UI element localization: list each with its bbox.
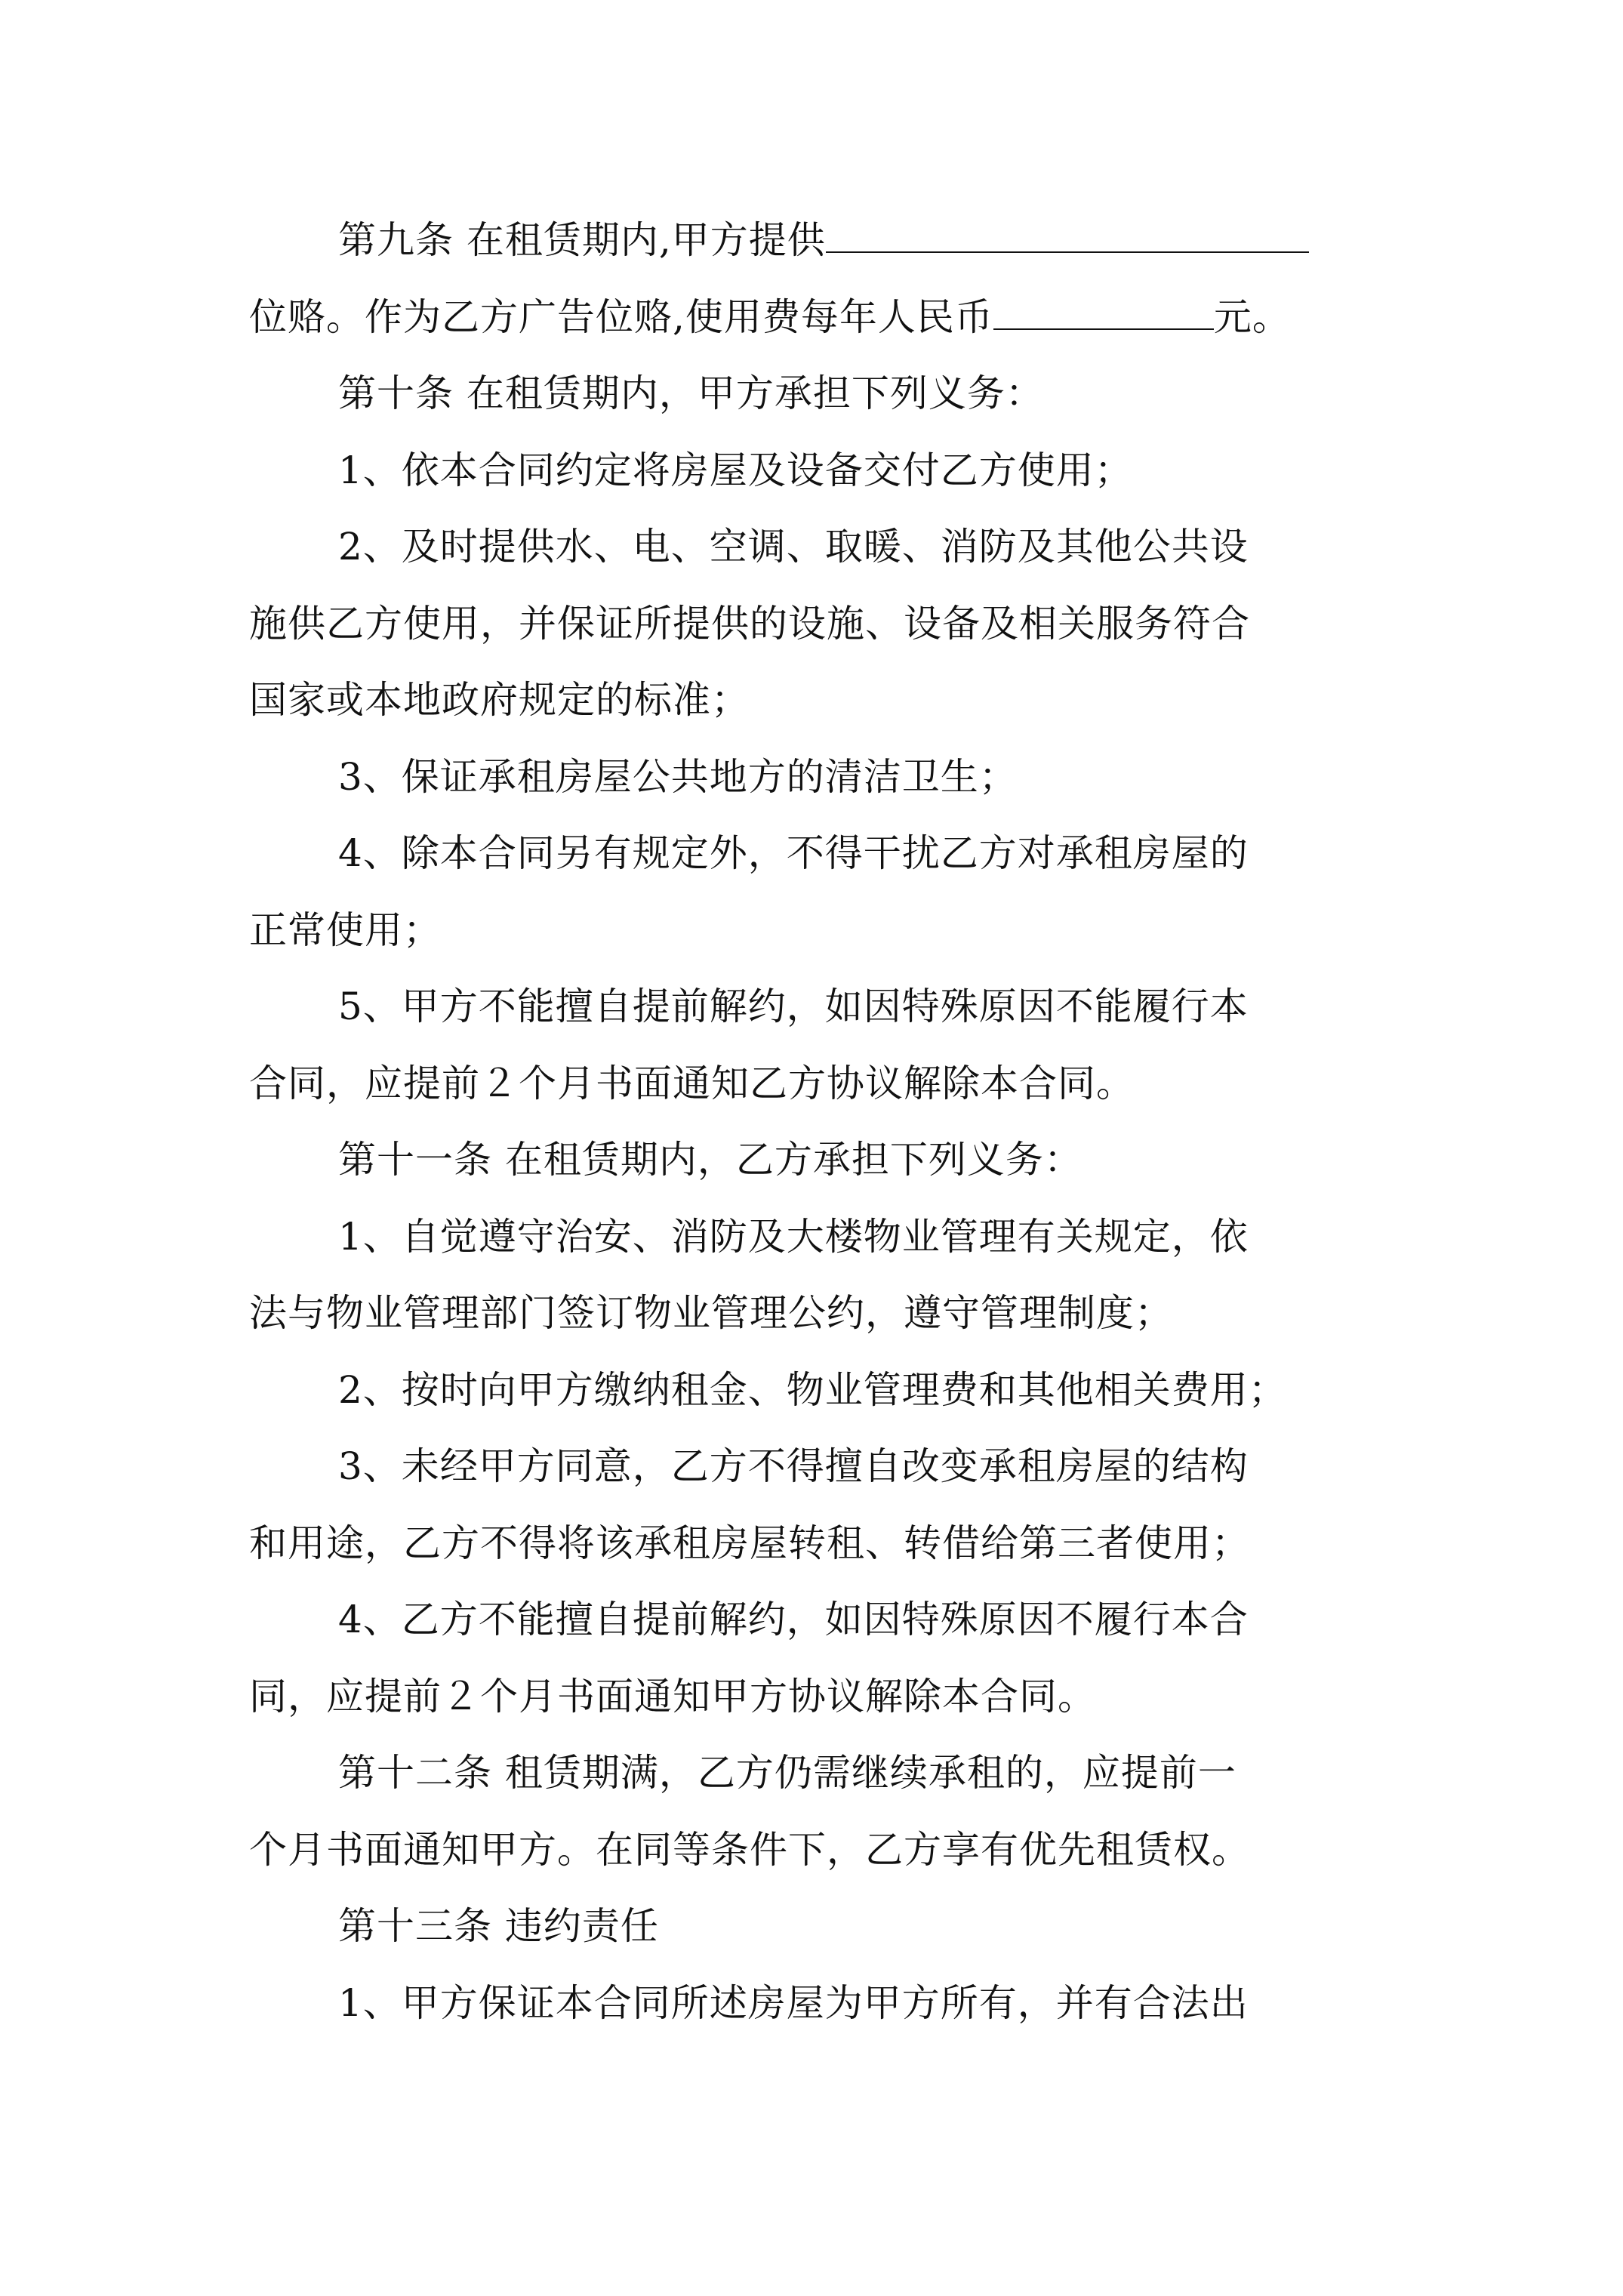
clause-10-item-2-cont: 施供乙方使用，并保证所提供的设施、设备及相关服务符合 [249,601,1250,646]
text-line [249,1505,1381,1583]
text-line [249,892,1381,969]
clause-10-item-3: 3、保证承租房屋公共地方的清洁卫生； [338,754,1018,799]
text-line [249,1275,1381,1352]
text-line [249,1888,1381,1965]
text-line [249,1965,1381,2042]
clause-11-item-1-cont: 法与物业管理部门签订物业管理公约，遵守管理制度； [249,1291,1173,1335]
clause-11-item-1: 1、自觉遵守治安、消防及大楼物业管理有关规定，依 [338,1214,1249,1259]
clause-13-heading: 第十三条 违约责任 [338,1904,659,1948]
blank-field-fee [993,294,1214,330]
text-line [249,1812,1381,1889]
text-line [249,739,1381,816]
text-line [249,1122,1381,1199]
clause-11-item-2: 2、按时向甲方缴纳租金、物业管理费和其他相关费用； [338,1367,1287,1412]
clause-11-item-4-cont: 同，应提前２个月书面通知甲方协议解除本合同。 [249,1674,1096,1718]
currency-suffix: 元。 [1213,294,1291,339]
text-line [249,1046,1381,1123]
text-line [249,586,1381,663]
text-line [249,1582,1381,1659]
text-line [249,1735,1381,1812]
text-line [249,1659,1381,1736]
clause-10-item-4: 4、除本合同另有规定外，不得干扰乙方对承租房屋的 [338,831,1249,875]
text-line [249,202,1381,279]
clause-10-item-4-cont: 正常使用； [249,908,442,952]
clause-10-item-2-cont: 国家或本地政府规定的标准； [249,678,750,722]
clause-10-item-1: 1、依本合同约定将房屋及设备交付乙方使用； [338,448,1133,492]
clause-12-cont: 个月书面通知甲方。在同等条件下，乙方享有优先租赁权。 [249,1827,1250,1872]
clause-11-item-4: 4、乙方不能擅自提前解约，如因特殊原因不履行本合 [338,1598,1249,1641]
clause-10-heading: 第十条 在租赁期内，甲方承担下列义务： [338,371,1044,415]
clause-13-item-1: 1、甲方保证本合同所述房屋为甲方所有，并有合法出 [338,1980,1249,2025]
clause-10-item-5: 5、甲方不能擅自提前解约，如因特殊原因不能履行本 [338,985,1249,1028]
clause-12-heading: 第十二条 租赁期满，乙方仍需继续承租的，应提前一 [338,1751,1236,1795]
clause-10-item-5-cont: 合同，应提前２个月书面通知乙方协议解除本合同。 [249,1061,1135,1105]
text-line [249,815,1381,892]
text-line [249,433,1381,510]
text-line [249,1199,1381,1276]
text-line [249,356,1381,433]
clause-9-line-1: 第九条 在租赁期内,甲方提供 [338,218,826,262]
text-line [249,969,1381,1046]
text-line [249,279,1381,356]
text-line [249,1428,1381,1505]
clause-11-item-3: 3、未经甲方同意，乙方不得擅自改变承租房屋的结构 [338,1444,1249,1488]
text-line [249,1352,1381,1429]
clause-9-line-2: 位赂。作为乙方广告位赂,使用费每年人民币 [249,294,993,339]
text-line [249,509,1381,586]
contract-text [249,202,1381,2042]
clause-10-item-2: 2、及时提供水、电、空调、取暖、消防及其他公共设 [338,525,1249,569]
clause-11-item-3-cont: 和用途，乙方不得将该承租房屋转租、转借给第三者使用； [249,1521,1250,1565]
clause-11-heading: 第十一条 在租赁期内，乙方承担下列义务： [338,1138,1083,1182]
text-line [249,662,1381,739]
blank-field-location [826,217,1309,253]
